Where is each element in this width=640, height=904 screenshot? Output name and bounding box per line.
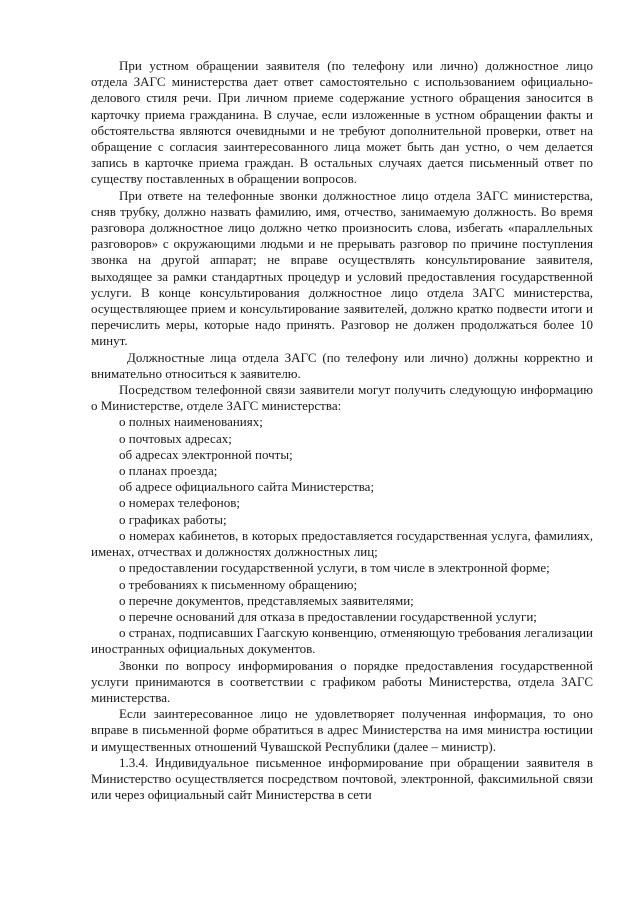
paragraph-phone-info: Посредством телефонной связи заявители могут получить следующую информацию о Министерстве, отделе ЗАГС министерства: (91, 382, 593, 414)
list-item: о странах, подписавших Гаагскую конвенцию, отменяющую требования легализации иностранных официальных документов. (91, 625, 593, 657)
paragraph-written-request: Если заинтересованное лицо не удовлетворяет полученная информация, то оно вправе в письменной форме обратиться в адрес Министерства на имя министра юстиции и имущественных отношений Чувашской Республики (далее – министр). (91, 706, 593, 754)
list-item: о номерах кабинетов, в которых предоставляется государственная услуга, фамилиях, именах, отчествах и должностях должностных лиц; (91, 527, 593, 560)
paragraph-phone-calls: При ответе на телефонные звонки должностное лицо отдела ЗАГС министерства, сняв трубку, должно назвать фамилию, имя, отчество, занимаемую должность. Во время разговора должностное лицо должно четко произносить слова, избегать «параллельных разговоров» с окружающими людьми и не прерывать разговор по причине поступления звонка на другой аппарат; не вправе осуществлять консультирование заявителя, выходящее за рамки стандартных процедур и условий предоставления государственной услуги. В конце консультирования должностное лицо отдела ЗАГС министерства, осуществляющее прием и консультирование заявителей, должно кратко подвести итоги и перечислить меры, которые надо принять. Разговор не должен продолжаться более 10 минут. (91, 187, 593, 349)
list-item: об адресе официального сайта Министерства; (119, 479, 375, 495)
paragraph-section-1-3-4: 1.3.4. Индивидуальное письменное информирование при обращении заявителя в Министерство осуществляется посредством почтовой, электронной, факсимильной связи или через официальный сайт Министерства в сети (91, 754, 593, 803)
paragraph-oral-appeal: При устном обращении заявителя (по телефону или лично) должностное лицо отдела ЗАГС министерства дает ответ самостоятельно с использованием официально-делового стиля речи. При личном приеме содержание устного обращения заносится в карточку приема гражданина. В случае, если изложенные в устном обращении факты и обстоятельства являются очевидными и не требуют дополнительной проверки, ответ на обращение с согласия заинтересованного лица может быть дан устно, о чем делается запись в карточке приема граждан. В остальных случаях дается письменный ответ по существу поставленных в обращении вопросов. (91, 58, 593, 187)
list-item: о почтовых адресах; (119, 430, 232, 446)
list-item: о требованиях к письменному обращению; (119, 576, 358, 592)
paragraph-courtesy: Должностные лица отдела ЗАГС (по телефону или лично) должны корректно и внимательно относиться к заявителю. (91, 349, 593, 381)
list-item: о графиках работы; (119, 511, 227, 527)
list-item: об адресах электронной почты; (119, 446, 293, 462)
list-item: о планах проезда; (119, 463, 218, 479)
list-item: о полных наименованиях; (119, 414, 263, 430)
list-item: о перечне оснований для отказа в предоставлении государственной услуги; (119, 608, 537, 624)
list-item: о перечне документов, представляемых заявителями; (119, 592, 414, 608)
list-item: о предоставлении государственной услуги, в том числе в электронной форме; (119, 560, 550, 576)
document-page (91, 58, 593, 803)
paragraph-call-schedule: Звонки по вопросу информирования о порядке предоставления государственной услуги принимаются в соответствии с графиком работы Министерства, отдела ЗАГС министерства. (91, 657, 593, 705)
list-item: о номерах телефонов; (119, 495, 240, 511)
